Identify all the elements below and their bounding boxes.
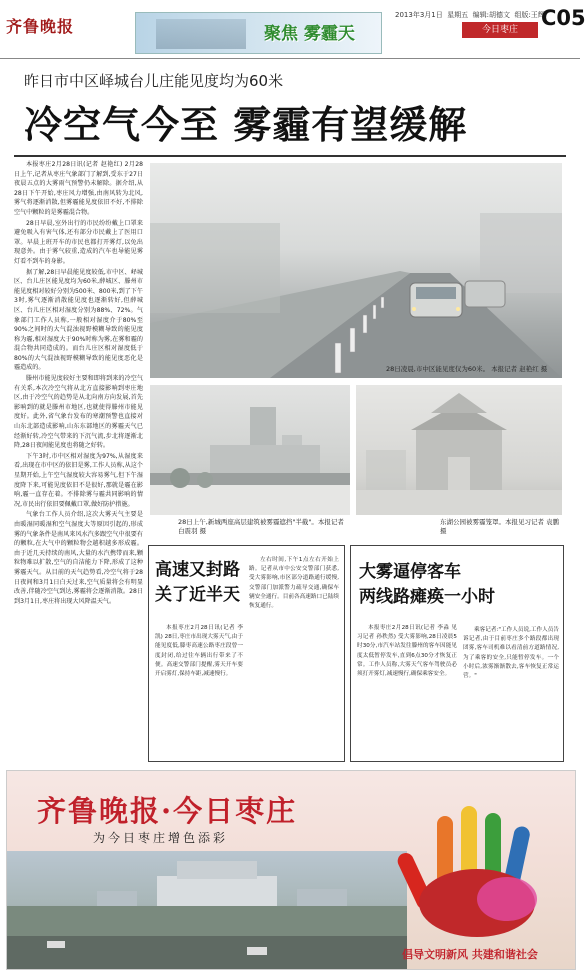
left-photo-caption: 28日上午,新城两座高层建筑被雾霾遮挡"半截"。本报记者 白震羽 摄	[178, 518, 344, 535]
highrise-illustration	[150, 385, 350, 515]
article-paragraph: 滕州市能见度较好主要和即将到来的冷空气有关系,本次冷空气将从北方直接影响到枣庄地区,由于冷空气的趋势是从北向南方向发展,首先影响到的就是滕州市地区,也就使得滕州市能见度好。此外,省气象台发布的寒潮预警也直接对山东北部造成影响,山东东部地区的雾霾天气已经渐好转,冷空气带来的下沉气流,步北将逐渐北降,28日夜间能见度也将随之好转。	[14, 375, 143, 450]
city-square-illustration	[7, 851, 407, 969]
photo-highrise-fog	[150, 385, 350, 515]
article-body	[14, 160, 143, 756]
story-paragraph: 本报枣庄2月28日讯(记者 李凯) 28日,枣庄市出现大雾天气,由于能见度低,滕枣高速公路枣庄段曾一度封闭,给过往车辆出行带来了不便。高速交警部门提醒,雾天开车要开启雾灯,保持车距,减速慢行。	[155, 625, 243, 678]
story-title-line: 高速又封路	[155, 560, 240, 580]
issue-date: 2013年3月1日	[395, 11, 443, 19]
ad-subtitle: 为今日枣庄增色添彩	[93, 831, 229, 845]
photo-park-fog	[356, 385, 562, 515]
ad-title: 齐鲁晚报·今日枣庄	[37, 794, 298, 828]
issue-meta	[395, 10, 545, 20]
gate-tower-illustration	[356, 385, 562, 515]
ad-city-image	[7, 851, 407, 969]
ad-slogan: 倡导文明新风 共建和谐社会	[402, 948, 538, 961]
masthead	[0, 0, 586, 59]
main-photo-caption: 28日凌晨,市中区能见度仅为60米。 本报记者 赵艳红 摄	[386, 365, 548, 373]
right-photo-caption: 东湖公园被雾霾笼罩。本报见习记者 袁鹏 摄	[440, 518, 560, 535]
article-paragraph: 下午3时,市中区相对湿度为97%,从湿度来看,出现在市中区的依旧是雾,工作人员称,从这个星期开始,上午空气湿度较大容易雾气,但下午湿度降下来,可能见度依旧不是很好,那就是霾在影响,霾一直存在着。不排除雾与霾共同影响的情况,市民出行依旧要佩戴口罩,做好防护措施。	[14, 452, 143, 508]
story-paragraph: 左右时间,下午1点左右开始上路。记者从市中公安交警部门获悉,受大雾影响,市区部分道路通行缓慢,交警部门加派警力疏导交通,确保车辆安全通行。目前各高速路口已陆续恢复通行。	[249, 557, 339, 610]
article-paragraph: 气象台工作人员介绍,这次大雾天气主要是由暖湿同暖湿和空气湿度大等原因引起的,形成雾的气象条件是南风来风水汽多跟空气中很要有的颗粒,在大气中的颗粒物会越积越多形成霾。由于近几天持续的南风,大量的水汽携带而来,颗粒物难以扩散,空气的自洁能力下降,形成了这种雾霾天气。从目前的天气趋势看,冷空气将于28日夜间和3月1日白天过来,空气质量将会有明显改善,伴随冷空气到达,雾霾将会逐渐消散。28日到3月1日,枣庄将出现大风降温天气。	[14, 511, 143, 605]
issue-editor: 编辑:胡德文	[472, 11, 510, 19]
painted-hands-icon	[397, 791, 567, 941]
issue-weekday: 星期五	[447, 11, 469, 19]
story-title-line: 两线路瘫痪一小时	[359, 587, 495, 607]
page-number: C05	[541, 6, 586, 30]
article-paragraph: 据了解,28日早晨能见度较低,市中区、峄城区、台儿庄区能见度均为60米,薛城区、滕州市能见度相对较好分别为500米、800米,到了下午3时,雾气逐渐消散能见度也逐渐转好,但薛城区、台儿庄区相对湿度分别为88%、72%。气象部门工作人员称,一般相对湿度介于80%至90%之间时的大气混浊视野模糊导致的能见度称为霾,相对湿度大于90%时称为雾,在雾和霾的混合物共同造成的。而台儿庄区相对湿度低于80%的大气混浊视野模糊导致的能见度恶化是霾造成的。	[14, 268, 143, 372]
story-title-line: 关了近半天	[155, 585, 240, 605]
issue-layout: 组版:王辉	[514, 11, 545, 19]
story-title	[155, 558, 240, 608]
story-column	[249, 556, 339, 756]
story-title	[359, 560, 495, 610]
banner-city-image	[156, 19, 246, 49]
section-tag: 今日枣庄	[462, 22, 538, 38]
newspaper-logo: 齐鲁晚报	[6, 17, 75, 36]
divider	[14, 155, 566, 157]
story-column	[155, 624, 243, 756]
story-paragraph: 本报枣庄2月28日讯(记者 李淼 见习记者 孙秩然) 受大雾影响,28日凌晨5时30分,市汽车站发往滕州的客车因能见度太低暂停发车,直到6点30分才恢复正常。工作人员称,大雾天气客车驾驶员必须打开雾灯,减速慢行,确保乘客安全。	[357, 625, 457, 678]
foggy-road-illustration	[150, 163, 562, 378]
story-box-bus	[350, 545, 564, 762]
story-column	[357, 624, 457, 756]
story-title-line: 大雾逼停客车	[359, 562, 461, 582]
main-photo-foggy-road	[150, 163, 562, 378]
story-column	[463, 626, 559, 756]
section-banner	[135, 12, 382, 54]
advertisement	[6, 770, 576, 970]
article-paragraph: 28日早晨,室外出行的市民纷纷戴上口罩来避免吸入有害气体,还有部分市民戴上了医用口罩。早晨上班开车的市民也都打开雾灯,以免出现意外。由于雾气较重,造成的汽车也导能见雾灯看不到车的身影。	[14, 219, 143, 265]
subheadline: 昨日市中区峄城台儿庄能见度均为60米	[24, 72, 284, 90]
story-paragraph: 乘客记者:"工作人员说,工作人员告诉记者,由于目前枣庄多个路段都出现团雾,客车司机难以看清前方道路情况,为了乘客的安全,只能暂停发车。一个小时后,浓雾渐渐散去,客车恢复正常运营。"	[463, 627, 559, 680]
headline: 冷空气今至 雾霾有望缓解	[24, 103, 468, 147]
article-paragraph: 本报枣庄2月28日讯(记者 赵艳红) 2月28日上午,记者从枣庄气象部门了解到,受东于27日夜晨五点的大雾雨气预警仍未解除。据介绍,从28日下午开始,枣庄风力增强,由南风转为北风,雾气将逐渐消散,但雾霾能见度依旧不好,不排除空气中颗粒的是雾霾混合物。	[14, 161, 143, 216]
story-box-highway	[148, 545, 345, 762]
banner-title: 聚焦 雾霾天	[264, 24, 355, 44]
